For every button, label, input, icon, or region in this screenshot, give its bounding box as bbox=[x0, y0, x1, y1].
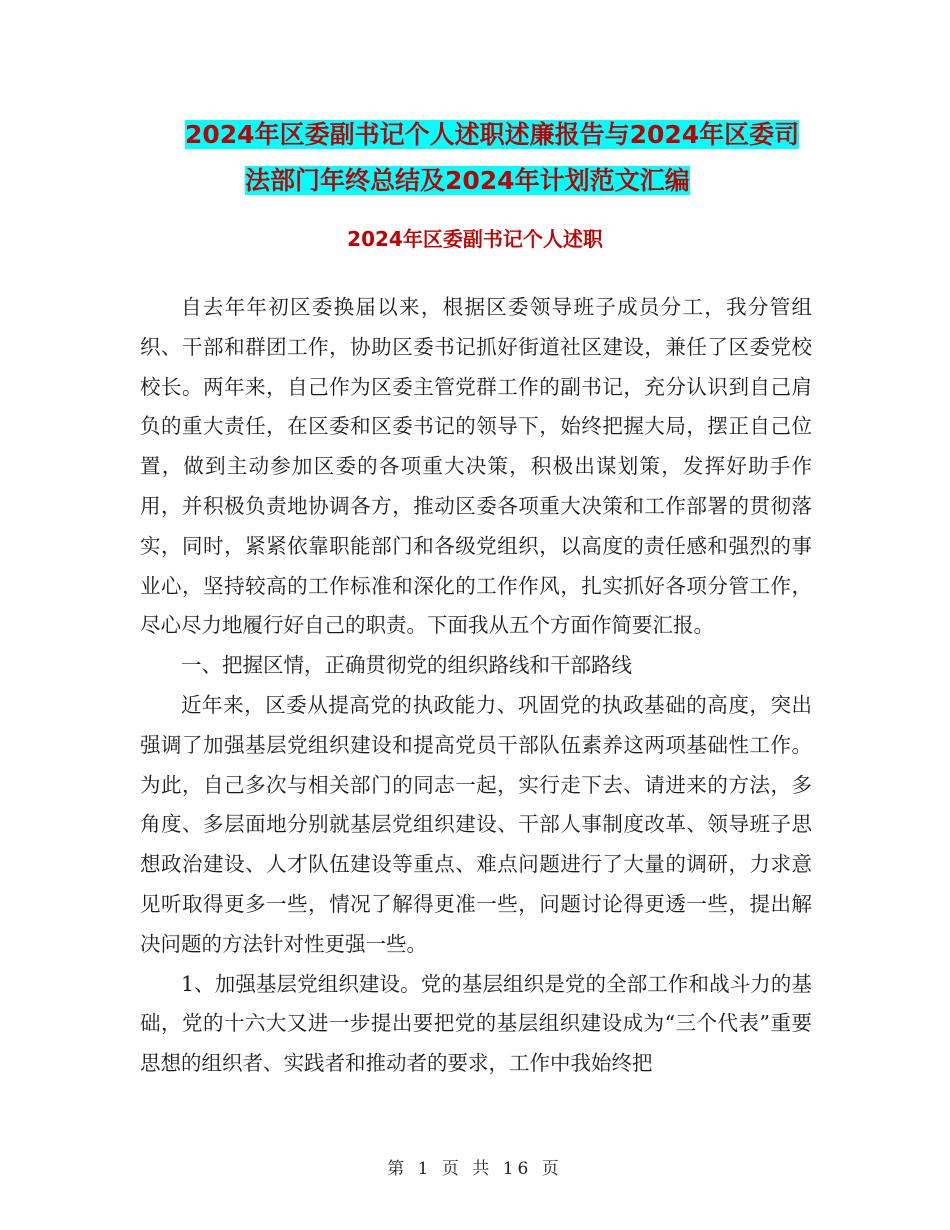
title-highlight: 法部门年终总结及2024年计划范文汇编 bbox=[245, 166, 690, 195]
document-body bbox=[140, 288, 812, 1084]
paragraph-heading: 一、把握区情，正确贯彻党的组织路线和干部路线 bbox=[181, 653, 632, 678]
document-title bbox=[140, 112, 820, 204]
document-title-line-1 bbox=[140, 112, 820, 158]
page-footer: 第 1 页 共 16 页 bbox=[387, 1159, 563, 1179]
paragraph: 近年来，区委从提高党的执政能力、巩固党的执政基础的高度，突出强调了加强基层党组织建设和提高党员干部队伍素养这两项基础性工作。为此，自己多次与相关部门的同志一起，实行走下去、请进来的方法，多角度、多层面地分别就基层党组织建设、干部人事制度改革、领导班子思想政治建设、人才队伍建设等重点、难点问题进行了大量的调研，力求意见听取得更多一些，情况了解得更准一些，问题讨论得更透一些，提出解决问题的方法针对性更强一些。 bbox=[140, 692, 812, 956]
document-title-line-2 bbox=[140, 158, 820, 204]
paragraph: 自去年年初区委换届以来，根据区委领导班子成员分工，我分管组织、干部和群团工作，协助区委书记抓好街道社区建设，兼任了区委党校校长。两年来，自己作为区委主管党群工作的副书记，充分认识到自己肩负的重大责任，在区委和区委书记的领导下，始终把握大局，摆正自己位置，做到主动参加区委的各项重大决策，积极出谋划策，发挥好助手作用，并积极负责地协调各方，推动区委各项重大决策和工作部署的贯彻落实，同时，紧紧依靠职能部门和各级党组织，以高度的责任感和强烈的事业心，坚持较高的工作标准和深化的工作作风，扎实抓好各项分管工作，尽心尽力地履行好自己的职责。下面我从五个方面作简要汇报。 bbox=[140, 295, 812, 638]
title-highlight: 2024年区委副书记个人述职述廉报告与2024年区委司 bbox=[185, 120, 800, 149]
section-title: 2024年区委副书记个人述职 bbox=[347, 227, 603, 251]
paragraph: 1、加强基层党组织建设。党的基层组织是党的全部工作和战斗力的基础，党的十六大又进一步提出要把党的基层组织建设成为“三个代表”重要思想的组织者、实践者和推动者的要求，工作中我始终把 bbox=[140, 971, 812, 1076]
